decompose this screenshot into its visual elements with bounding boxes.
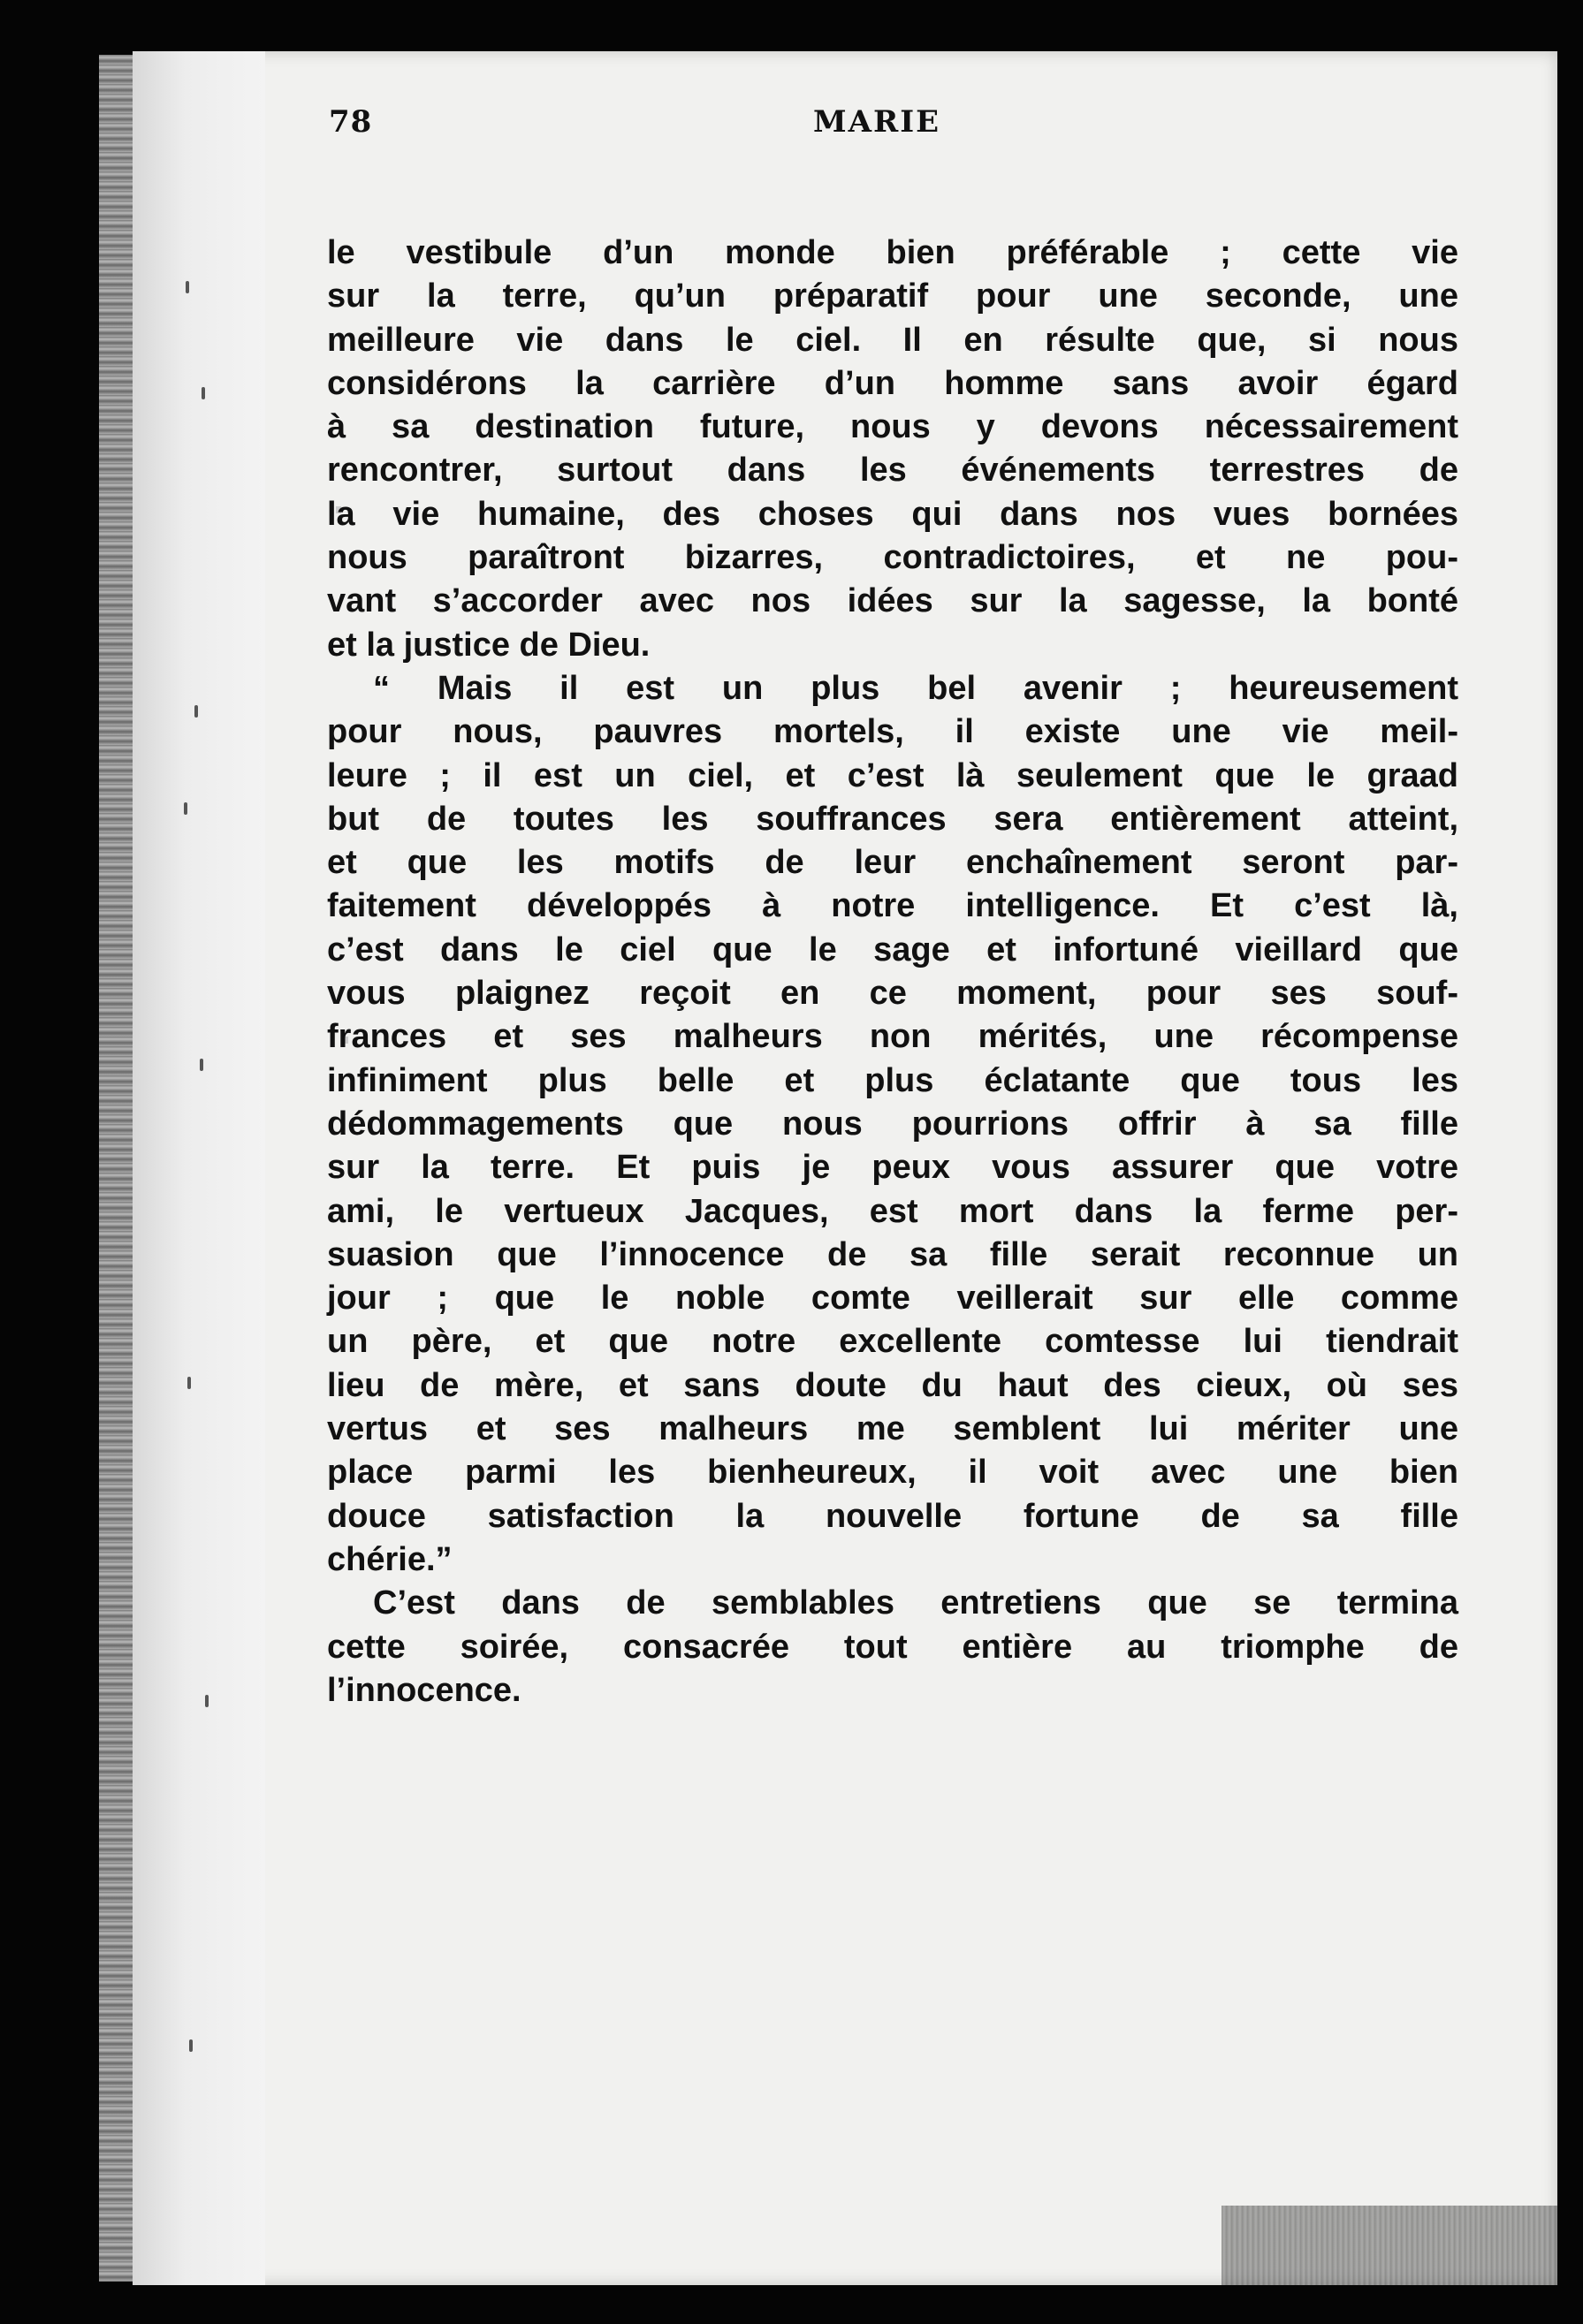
text-line: lieu de mère, et sans doute du haut des cieux, où ses bbox=[327, 1366, 1458, 1404]
text-line: sur la terre. Et puis je peux vous assurer que votre bbox=[327, 1149, 1458, 1187]
page-number: 78 bbox=[329, 104, 373, 140]
text-line: meilleure vie dans le ciel. Il en résulte que, si nous bbox=[327, 321, 1458, 359]
running-title: MARIE bbox=[813, 104, 941, 140]
gutter-speck bbox=[186, 281, 189, 293]
text-line: à sa destination future, nous y devons nécessairement bbox=[327, 408, 1458, 446]
gutter-speck bbox=[187, 1377, 191, 1389]
text-line: c’est dans le ciel que le sage et infortuné vieillard que bbox=[327, 930, 1458, 968]
text-line: C’est dans de semblables entretiens que se termina bbox=[373, 1584, 1458, 1622]
text-line: pour nous, pauvres mortels, il existe une vie meil- bbox=[327, 713, 1458, 751]
text-line: et que les motifs de leur enchaînement seront par- bbox=[327, 844, 1458, 882]
text-line: “ Mais il est un plus bel avenir ; heureusement bbox=[373, 669, 1458, 707]
text-line: nous paraîtront bizarres, contradictoires, et ne pou- bbox=[327, 539, 1458, 577]
text-line: dédommagements que nous pourrions offrir à sa fille bbox=[327, 1105, 1458, 1143]
text-line: l’innocence. bbox=[327, 1671, 521, 1709]
text-line: et la justice de Dieu. bbox=[327, 626, 651, 664]
text-line: jour ; que le noble comte veillerait sur elle comme bbox=[327, 1280, 1458, 1318]
text-line: vertus et ses malheurs me semblent lui mériter une bbox=[327, 1410, 1458, 1448]
gutter-speck bbox=[202, 387, 205, 399]
text-line: cette soirée, consacrée tout entière au triomphe de bbox=[327, 1628, 1458, 1666]
scan-edge-noise bbox=[1221, 2206, 1557, 2285]
text-line: vant s’accorder avec nos idées sur la sagesse, la bonté bbox=[327, 582, 1458, 620]
text-line: le vestibule d’un monde bien préférable ; cette vie bbox=[327, 234, 1458, 271]
text-line: la vie humaine, des choses qui dans nos vues bornées bbox=[327, 495, 1458, 533]
body-text bbox=[327, 232, 1458, 1713]
text-line: place parmi les bienheureux, il voit avec une bien bbox=[327, 1454, 1458, 1492]
gutter-speck bbox=[189, 2039, 193, 2052]
text-line: ami, le vertueux Jacques, est mort dans la ferme per- bbox=[327, 1192, 1458, 1230]
gutter-speck bbox=[200, 1059, 203, 1071]
text-line: suasion que l’innocence de sa fille serait reconnue un bbox=[327, 1235, 1458, 1273]
text-line: rencontrer, surtout dans les événements terrestres de bbox=[327, 452, 1458, 490]
text-line: frances et ses malheurs non mérités, une récompense bbox=[327, 1018, 1458, 1056]
text-line: un père, et que notre excellente comtesse lui tiendrait bbox=[327, 1323, 1458, 1361]
text-line: sur la terre, qu’un préparatif pour une seconde, une bbox=[327, 277, 1458, 315]
page-header bbox=[329, 104, 1450, 157]
text-line: infiniment plus belle et plus éclatante que tous les bbox=[327, 1061, 1458, 1099]
text-line: chérie.” bbox=[327, 1540, 453, 1578]
gutter-speck bbox=[184, 802, 187, 815]
text-line: vous plaignez reçoit en ce moment, pour ses souf- bbox=[327, 975, 1458, 1013]
gutter-speck bbox=[205, 1695, 209, 1707]
gutter-speck bbox=[194, 705, 198, 718]
page-gutter bbox=[133, 51, 265, 2285]
text-line: leure ; il est un ciel, et c’est là seulement que le graad bbox=[327, 756, 1458, 794]
text-line: considérons la carrière d’un homme sans avoir égard bbox=[327, 364, 1458, 402]
text-line: faitement développés à notre intelligence. Et c’est là, bbox=[327, 887, 1458, 925]
text-line: but de toutes les souffrances sera entièrement atteint, bbox=[327, 800, 1458, 838]
text-line: douce satisfaction la nouvelle fortune de sa fille bbox=[327, 1497, 1458, 1535]
